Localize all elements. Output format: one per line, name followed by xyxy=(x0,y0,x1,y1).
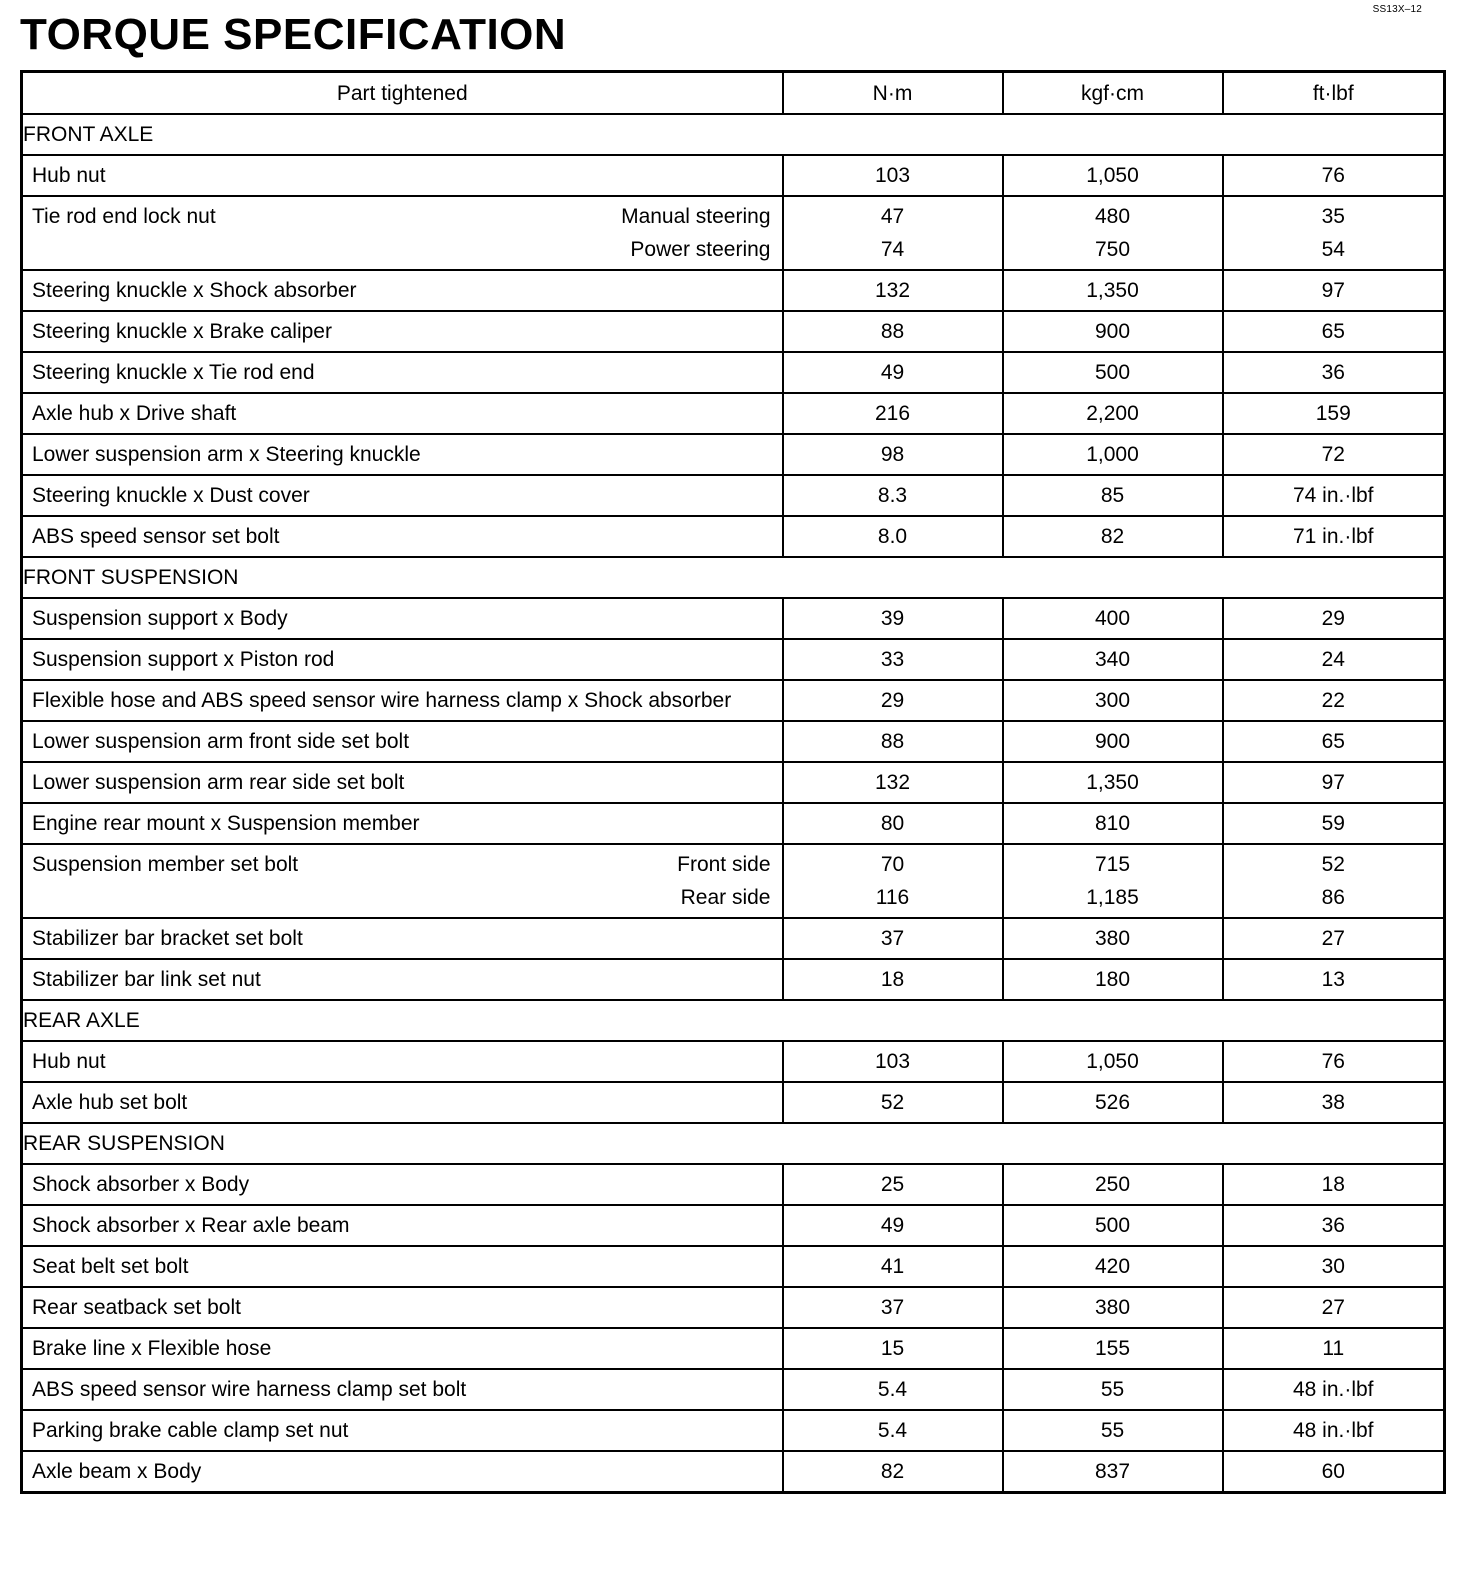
spec-body xyxy=(22,114,1445,1492)
nm-value: 98 xyxy=(783,434,1003,475)
nm-value: 80 xyxy=(783,803,1003,844)
nm-value: 5.4 xyxy=(783,1410,1003,1451)
kgf-cell xyxy=(1003,196,1223,270)
part-wrap xyxy=(32,200,782,266)
nm-value: 8.0 xyxy=(783,516,1003,557)
header-part: Part tightened xyxy=(22,72,783,115)
kgf-value: 1,350 xyxy=(1003,762,1223,803)
table-row xyxy=(22,1410,1445,1451)
kgf-value: 1,185 xyxy=(1086,886,1139,909)
nm-value: 116 xyxy=(875,886,910,909)
section-row xyxy=(22,114,1445,155)
part-name: Parking brake cable clamp set nut xyxy=(22,1410,783,1451)
nm-value: 29 xyxy=(783,680,1003,721)
table-row xyxy=(22,598,1445,639)
ftlbf-value: 159 xyxy=(1223,393,1445,434)
nm-value: 25 xyxy=(783,1164,1003,1205)
kgf-value: 380 xyxy=(1003,918,1223,959)
kgf-value: 480 xyxy=(1094,205,1131,228)
table-row xyxy=(22,475,1445,516)
table-row xyxy=(22,1041,1445,1082)
kgf-value: 810 xyxy=(1003,803,1223,844)
kgf-value: 2,200 xyxy=(1003,393,1223,434)
part-name: Rear seatback set bolt xyxy=(22,1287,783,1328)
kgf-value: 420 xyxy=(1003,1246,1223,1287)
table-row xyxy=(22,311,1445,352)
nm-value: 88 xyxy=(783,311,1003,352)
nm-value: 82 xyxy=(783,1451,1003,1492)
part-name: Shock absorber x Rear axle beam xyxy=(22,1205,783,1246)
part-name: Axle hub x Drive shaft xyxy=(22,393,783,434)
sub-label: Front side xyxy=(677,853,771,876)
part-name: Seat belt set bolt xyxy=(22,1246,783,1287)
nm-value: 52 xyxy=(783,1082,1003,1123)
nm-value: 49 xyxy=(783,352,1003,393)
nm-value: 8.3 xyxy=(783,475,1003,516)
kgf-value: 900 xyxy=(1003,311,1223,352)
ftlbf-cell xyxy=(1223,844,1445,918)
table-row xyxy=(22,1246,1445,1287)
header-ftlbf: ft·lbf xyxy=(1223,72,1445,115)
kgf-value: 1,050 xyxy=(1003,155,1223,196)
table-row xyxy=(22,516,1445,557)
table-row xyxy=(22,762,1445,803)
ftlbf-value: 97 xyxy=(1223,270,1445,311)
ftlbf-value: 18 xyxy=(1223,1164,1445,1205)
nm-value: 88 xyxy=(783,721,1003,762)
nm-value: 103 xyxy=(783,155,1003,196)
part-name: Lower suspension arm front side set bolt xyxy=(22,721,783,762)
header-nm: N·m xyxy=(783,72,1003,115)
ftlbf-value: 36 xyxy=(1223,352,1445,393)
part-name: Suspension support x Piston rod xyxy=(22,639,783,680)
table-row xyxy=(22,680,1445,721)
part-name: Hub nut xyxy=(22,155,783,196)
ftlbf-value: 54 xyxy=(1321,238,1345,261)
nm-value: 39 xyxy=(783,598,1003,639)
ftlbf-value: 72 xyxy=(1223,434,1445,475)
section-title: REAR AXLE xyxy=(22,1000,1445,1041)
table-row xyxy=(22,1287,1445,1328)
sub-labels xyxy=(621,200,770,266)
table-row xyxy=(22,1451,1445,1492)
kgf-value: 526 xyxy=(1003,1082,1223,1123)
part-name: Suspension support x Body xyxy=(22,598,783,639)
nm-value: 132 xyxy=(783,762,1003,803)
ftlbf-value: 30 xyxy=(1223,1246,1445,1287)
part-name: Axle beam x Body xyxy=(22,1451,783,1492)
table-row xyxy=(22,196,1445,270)
kgf-value: 400 xyxy=(1003,598,1223,639)
part-name: Brake line x Flexible hose xyxy=(22,1328,783,1369)
section-row xyxy=(22,557,1445,598)
kgf-value: 1,050 xyxy=(1003,1041,1223,1082)
kgf-value: 340 xyxy=(1003,639,1223,680)
ftlbf-value: 35 xyxy=(1321,205,1345,228)
kgf-cell xyxy=(1003,844,1223,918)
part-name: Suspension member set bolt xyxy=(32,853,299,876)
ftlbf-value: 86 xyxy=(1321,886,1345,909)
part-name: Lower suspension arm x Steering knuckle xyxy=(22,434,783,475)
kgf-value: 1,350 xyxy=(1003,270,1223,311)
table-row xyxy=(22,155,1445,196)
ftlbf-value: 24 xyxy=(1223,639,1445,680)
part-name: ABS speed sensor set bolt xyxy=(22,516,783,557)
ftlbf-value: 52 xyxy=(1321,853,1345,876)
ftlbf-cell xyxy=(1223,196,1445,270)
ftlbf-value: 74 in.·lbf xyxy=(1223,475,1445,516)
table-row xyxy=(22,1205,1445,1246)
part-name: Tie rod end lock nut xyxy=(32,205,216,228)
ftlbf-value: 29 xyxy=(1223,598,1445,639)
nm-value: 15 xyxy=(783,1328,1003,1369)
ftlbf-value: 59 xyxy=(1223,803,1445,844)
part-name: Steering knuckle x Brake caliper xyxy=(22,311,783,352)
kgf-value: 750 xyxy=(1094,238,1131,261)
ftlbf-value: 27 xyxy=(1223,1287,1445,1328)
nm-value: 103 xyxy=(783,1041,1003,1082)
ftlbf-value: 13 xyxy=(1223,959,1445,1000)
kgf-value: 837 xyxy=(1003,1451,1223,1492)
part-name: Engine rear mount x Suspension member xyxy=(22,803,783,844)
section-row xyxy=(22,1000,1445,1041)
kgf-value: 82 xyxy=(1003,516,1223,557)
ftlbf-value: 48 in.·lbf xyxy=(1223,1410,1445,1451)
part-name: Hub nut xyxy=(22,1041,783,1082)
sub-label: Manual steering xyxy=(621,205,771,228)
nm-value: 37 xyxy=(783,918,1003,959)
ftlbf-value: 76 xyxy=(1223,155,1445,196)
page-code: SS13X–12 xyxy=(1372,4,1422,15)
table-row xyxy=(22,1164,1445,1205)
kgf-value: 715 xyxy=(1094,853,1131,876)
ftlbf-value: 48 in.·lbf xyxy=(1223,1369,1445,1410)
section-title: FRONT SUSPENSION xyxy=(22,557,1445,598)
nm-value: 47 xyxy=(880,205,905,228)
sub-labels xyxy=(677,848,770,914)
part-cell xyxy=(22,844,783,918)
kgf-value: 85 xyxy=(1003,475,1223,516)
table-row xyxy=(22,721,1445,762)
part-name: Steering knuckle x Dust cover xyxy=(22,475,783,516)
kgf-value: 500 xyxy=(1003,352,1223,393)
nm-value: 216 xyxy=(783,393,1003,434)
part-name: Stabilizer bar bracket set bolt xyxy=(22,918,783,959)
table-row xyxy=(22,434,1445,475)
part-cell xyxy=(22,196,783,270)
ftlbf-value: 27 xyxy=(1223,918,1445,959)
part-name: Steering knuckle x Shock absorber xyxy=(22,270,783,311)
kgf-value: 180 xyxy=(1003,959,1223,1000)
torque-spec-table xyxy=(20,70,1446,1494)
kgf-value: 300 xyxy=(1003,680,1223,721)
page-title: TORQUE SPECIFICATION xyxy=(20,10,567,59)
table-row xyxy=(22,1328,1445,1369)
ftlbf-value: 71 in.·lbf xyxy=(1223,516,1445,557)
kgf-value: 380 xyxy=(1003,1287,1223,1328)
nm-cell xyxy=(783,196,1003,270)
nm-value: 70 xyxy=(880,853,905,876)
nm-value: 132 xyxy=(783,270,1003,311)
table-row xyxy=(22,1082,1445,1123)
sub-label: Power steering xyxy=(630,238,771,261)
table-row xyxy=(22,803,1445,844)
ftlbf-value: 22 xyxy=(1223,680,1445,721)
part-name: Lower suspension arm rear side set bolt xyxy=(22,762,783,803)
ftlbf-value: 11 xyxy=(1223,1328,1445,1369)
nm-value: 74 xyxy=(880,238,905,261)
ftlbf-value: 97 xyxy=(1223,762,1445,803)
ftlbf-value: 76 xyxy=(1223,1041,1445,1082)
section-title: REAR SUSPENSION xyxy=(22,1123,1445,1164)
header-kgf: kgf·cm xyxy=(1003,72,1223,115)
kgf-value: 55 xyxy=(1003,1369,1223,1410)
part-name: Flexible hose and ABS speed sensor wire harness clamp x Shock absorber xyxy=(22,680,783,721)
section-title: FRONT AXLE xyxy=(22,114,1445,155)
table-row xyxy=(22,393,1445,434)
nm-value: 33 xyxy=(783,639,1003,680)
ftlbf-value: 65 xyxy=(1223,721,1445,762)
ftlbf-value: 65 xyxy=(1223,311,1445,352)
part-name: Steering knuckle x Tie rod end xyxy=(22,352,783,393)
table-row xyxy=(22,352,1445,393)
ftlbf-value: 36 xyxy=(1223,1205,1445,1246)
nm-value: 37 xyxy=(783,1287,1003,1328)
section-row xyxy=(22,1123,1445,1164)
nm-cell xyxy=(783,844,1003,918)
ftlbf-value: 38 xyxy=(1223,1082,1445,1123)
header-row xyxy=(22,72,1445,115)
nm-value: 18 xyxy=(783,959,1003,1000)
table-row xyxy=(22,639,1445,680)
nm-value: 5.4 xyxy=(783,1369,1003,1410)
part-name: Axle hub set bolt xyxy=(22,1082,783,1123)
part-wrap xyxy=(32,848,782,914)
nm-value: 49 xyxy=(783,1205,1003,1246)
kgf-value: 55 xyxy=(1003,1410,1223,1451)
table-row xyxy=(22,844,1445,918)
kgf-value: 500 xyxy=(1003,1205,1223,1246)
ftlbf-value: 60 xyxy=(1223,1451,1445,1492)
part-name: Shock absorber x Body xyxy=(22,1164,783,1205)
table-row xyxy=(22,270,1445,311)
table-row xyxy=(22,1369,1445,1410)
sub-label: Rear side xyxy=(680,886,771,909)
kgf-value: 250 xyxy=(1003,1164,1223,1205)
nm-value: 41 xyxy=(783,1246,1003,1287)
table-row xyxy=(22,959,1445,1000)
kgf-value: 1,000 xyxy=(1003,434,1223,475)
kgf-value: 900 xyxy=(1003,721,1223,762)
table-row xyxy=(22,918,1445,959)
part-name: Stabilizer bar link set nut xyxy=(22,959,783,1000)
kgf-value: 155 xyxy=(1003,1328,1223,1369)
part-name: ABS speed sensor wire harness clamp set bolt xyxy=(22,1369,783,1410)
